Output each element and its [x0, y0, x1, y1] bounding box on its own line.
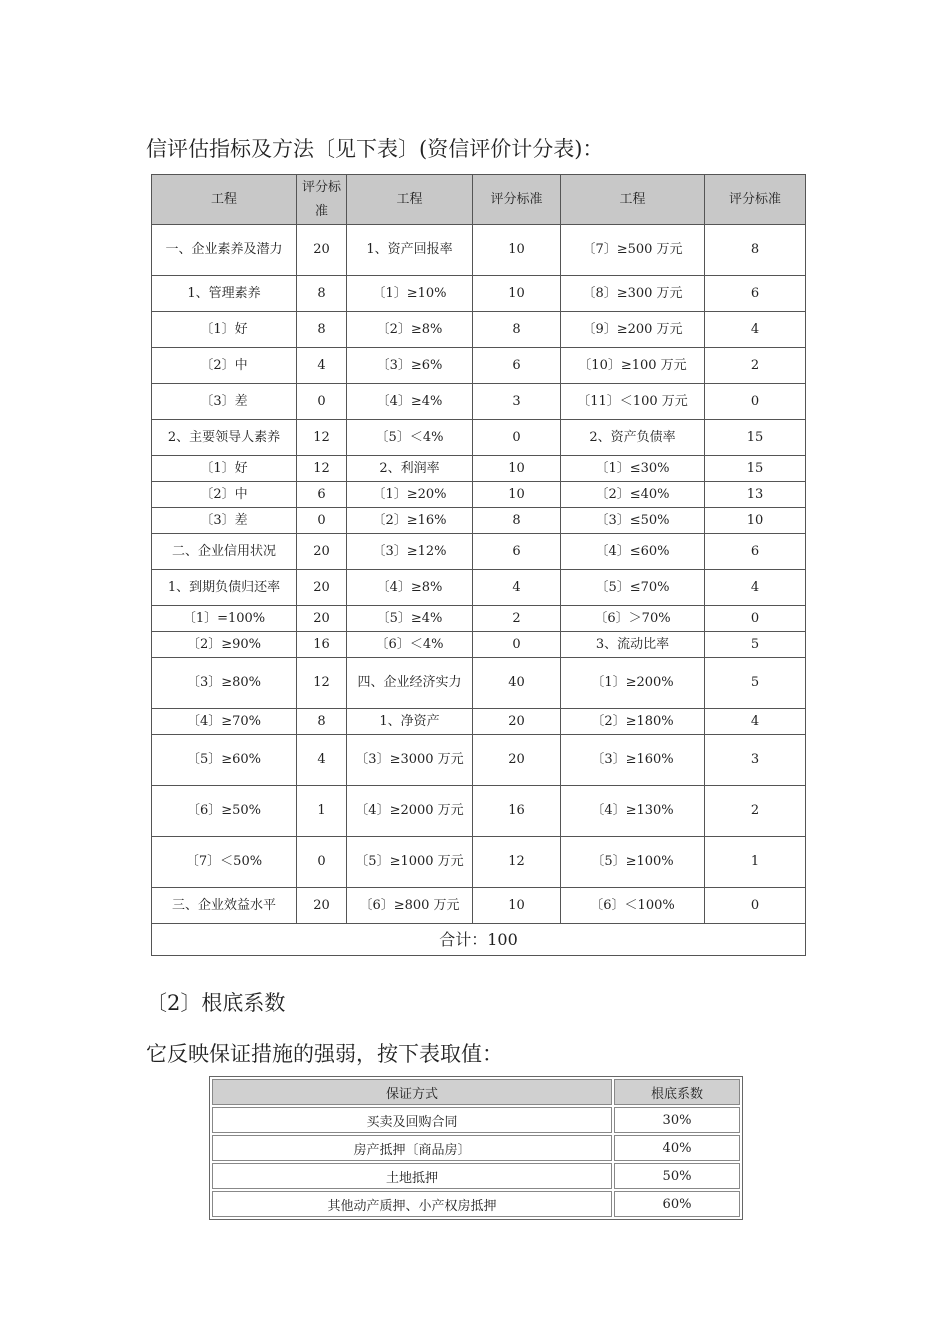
table-row — [152, 276, 806, 312]
item-cell: 〔1〕≥10% — [347, 276, 473, 312]
item-cell: 〔3〕≥3000 万元 — [347, 735, 473, 786]
item-cell: 〔4〕≥8% — [347, 570, 473, 606]
item-cell: 〔7〕≥500 万元 — [561, 225, 705, 276]
table-row — [152, 632, 806, 658]
table-row — [152, 606, 806, 632]
score-cell: 0 — [705, 888, 806, 924]
total-row — [152, 924, 806, 956]
score-cell: 6 — [473, 348, 561, 384]
item-cell: 2、利润率 — [347, 456, 473, 482]
table-row — [212, 1191, 740, 1217]
score-cell: 20 — [473, 735, 561, 786]
score-cell: 0 — [297, 508, 347, 534]
table-row — [152, 456, 806, 482]
item-cell: 〔1〕≥20% — [347, 482, 473, 508]
coefficient-cell: 50% — [614, 1163, 740, 1189]
item-cell: 〔1〕好 — [152, 312, 297, 348]
score-cell: 2 — [705, 348, 806, 384]
score-cell: 4 — [297, 735, 347, 786]
score-cell: 3 — [705, 735, 806, 786]
coefficient-cell: 40% — [614, 1135, 740, 1161]
score-cell: 0 — [705, 606, 806, 632]
score-cell: 20 — [297, 606, 347, 632]
total-cell: 合计：100 — [152, 924, 806, 956]
score-cell: 16 — [297, 632, 347, 658]
item-cell: 〔3〕≥80% — [152, 658, 297, 709]
item-cell: 〔1〕≥200% — [561, 658, 705, 709]
table-row — [152, 508, 806, 534]
item-cell: 四、企业经济实力 — [347, 658, 473, 709]
item-cell: 〔5〕≥1000 万元 — [347, 837, 473, 888]
item-cell: 〔2〕中 — [152, 482, 297, 508]
score-cell: 15 — [705, 456, 806, 482]
score-cell: 0 — [297, 837, 347, 888]
column-header: 评分标准 — [297, 175, 347, 225]
item-cell: 一、企业素养及潜力 — [152, 225, 297, 276]
score-cell: 3 — [473, 384, 561, 420]
score-cell: 2 — [473, 606, 561, 632]
column-header: 工程 — [561, 175, 705, 225]
item-cell: 〔6〕＜4% — [347, 632, 473, 658]
item-cell: 〔10〕≥100 万元 — [561, 348, 705, 384]
item-cell: 〔6〕＞70% — [561, 606, 705, 632]
score-cell: 8 — [705, 225, 806, 276]
score-cell: 10 — [473, 276, 561, 312]
item-cell: 〔1〕≤30% — [561, 456, 705, 482]
score-cell: 6 — [705, 534, 806, 570]
item-cell: 〔9〕≥200 万元 — [561, 312, 705, 348]
credit-score-table — [151, 174, 806, 956]
item-cell: 1、管理素养 — [152, 276, 297, 312]
item-cell: 〔2〕≥8% — [347, 312, 473, 348]
score-cell: 6 — [705, 276, 806, 312]
score-cell: 10 — [705, 508, 806, 534]
score-cell: 10 — [473, 456, 561, 482]
item-cell: 〔6〕≥800 万元 — [347, 888, 473, 924]
item-cell: 〔5〕≥4% — [347, 606, 473, 632]
score-cell: 0 — [473, 632, 561, 658]
score-cell: 15 — [705, 420, 806, 456]
item-cell: 〔3〕≥12% — [347, 534, 473, 570]
score-cell: 1 — [297, 786, 347, 837]
table-header-row — [152, 175, 806, 225]
score-cell: 8 — [297, 276, 347, 312]
table-row — [152, 786, 806, 837]
column-header: 工程 — [152, 175, 297, 225]
item-cell: 〔5〕≤70% — [561, 570, 705, 606]
table-row — [152, 658, 806, 709]
score-cell: 4 — [705, 312, 806, 348]
score-cell: 6 — [473, 534, 561, 570]
item-cell: 〔2〕≥90% — [152, 632, 297, 658]
item-cell: 3、流动比率 — [561, 632, 705, 658]
page-heading: 信评估指标及方法〔见下表〕(资信评价计分表)： — [146, 137, 604, 161]
score-cell: 10 — [473, 888, 561, 924]
table-row — [152, 837, 806, 888]
item-cell: 〔7〕＜50% — [152, 837, 297, 888]
item-cell: 〔3〕差 — [152, 508, 297, 534]
table-row — [152, 420, 806, 456]
score-cell: 0 — [473, 420, 561, 456]
score-cell: 8 — [297, 709, 347, 735]
score-cell: 4 — [473, 570, 561, 606]
score-cell: 13 — [705, 482, 806, 508]
score-cell: 10 — [473, 482, 561, 508]
guarantee-method-cell: 土地抵押 — [212, 1163, 612, 1189]
item-cell: 〔3〕≥160% — [561, 735, 705, 786]
table-row — [152, 888, 806, 924]
score-cell: 8 — [297, 312, 347, 348]
guarantee-method-cell: 买卖及回购合同 — [212, 1107, 612, 1133]
table-row — [152, 735, 806, 786]
column-header: 评分标准 — [473, 175, 561, 225]
score-cell: 0 — [705, 384, 806, 420]
table-row — [152, 225, 806, 276]
item-cell: 〔5〕≥60% — [152, 735, 297, 786]
table-row — [212, 1135, 740, 1161]
table-row — [152, 312, 806, 348]
score-cell: 20 — [297, 225, 347, 276]
table-row — [152, 570, 806, 606]
item-cell: 〔3〕≥6% — [347, 348, 473, 384]
score-cell: 12 — [473, 837, 561, 888]
item-cell: 〔4〕≥70% — [152, 709, 297, 735]
item-cell: 〔8〕≥300 万元 — [561, 276, 705, 312]
guarantee-method-cell: 其他动产质押、小产权房抵押 — [212, 1191, 612, 1217]
item-cell: 〔4〕≤60% — [561, 534, 705, 570]
item-cell: 二、企业信用状况 — [152, 534, 297, 570]
coefficient-cell: 60% — [614, 1191, 740, 1217]
item-cell: 〔5〕≥100% — [561, 837, 705, 888]
score-cell: 5 — [705, 658, 806, 709]
score-cell: 1 — [705, 837, 806, 888]
score-cell: 20 — [297, 888, 347, 924]
table-row — [152, 534, 806, 570]
table-row — [152, 384, 806, 420]
score-cell: 2 — [705, 786, 806, 837]
item-cell: 〔11〕＜100 万元 — [561, 384, 705, 420]
score-cell: 16 — [473, 786, 561, 837]
table-row — [152, 348, 806, 384]
score-cell: 20 — [473, 709, 561, 735]
item-cell: 〔4〕≥2000 万元 — [347, 786, 473, 837]
guarantee-method-cell: 房产抵押〔商品房〕 — [212, 1135, 612, 1161]
item-cell: 〔2〕≥16% — [347, 508, 473, 534]
item-cell: 〔3〕差 — [152, 384, 297, 420]
item-cell: 〔5〕＜4% — [347, 420, 473, 456]
score-cell: 40 — [473, 658, 561, 709]
column-header: 保证方式 — [212, 1079, 612, 1105]
base-coefficient-table — [209, 1076, 743, 1220]
item-cell: 2、资产负债率 — [561, 420, 705, 456]
item-cell: 2、主要领导人素养 — [152, 420, 297, 456]
item-cell: 1、资产回报率 — [347, 225, 473, 276]
score-cell: 12 — [297, 456, 347, 482]
item-cell: 〔1〕好 — [152, 456, 297, 482]
score-cell: 0 — [297, 384, 347, 420]
score-cell: 5 — [705, 632, 806, 658]
score-cell: 4 — [705, 709, 806, 735]
column-header: 工程 — [347, 175, 473, 225]
item-cell: 〔2〕≤40% — [561, 482, 705, 508]
score-cell: 10 — [473, 225, 561, 276]
column-header: 评分标准 — [705, 175, 806, 225]
score-cell: 4 — [705, 570, 806, 606]
table-row — [152, 482, 806, 508]
score-cell: 12 — [297, 420, 347, 456]
section-title-base-coefficient: 〔2〕根底系数 — [146, 991, 286, 1015]
table-row — [212, 1107, 740, 1133]
coefficient-cell: 30% — [614, 1107, 740, 1133]
score-cell: 6 — [297, 482, 347, 508]
score-cell: 4 — [297, 348, 347, 384]
score-cell: 20 — [297, 570, 347, 606]
score-cell: 20 — [297, 534, 347, 570]
score-cell: 8 — [473, 312, 561, 348]
item-cell: 〔1〕=100% — [152, 606, 297, 632]
item-cell: 〔4〕≥130% — [561, 786, 705, 837]
item-cell: 〔2〕中 — [152, 348, 297, 384]
item-cell: 〔6〕＜100% — [561, 888, 705, 924]
item-cell: 1、净资产 — [347, 709, 473, 735]
item-cell: 〔4〕≥4% — [347, 384, 473, 420]
item-cell: 三、企业效益水平 — [152, 888, 297, 924]
table-header-row — [212, 1079, 740, 1105]
score-cell: 8 — [473, 508, 561, 534]
score-cell: 12 — [297, 658, 347, 709]
item-cell: 〔6〕≥50% — [152, 786, 297, 837]
item-cell: 〔3〕≤50% — [561, 508, 705, 534]
item-cell: 1、到期负债归还率 — [152, 570, 297, 606]
table-row — [212, 1163, 740, 1189]
column-header: 根底系数 — [614, 1079, 740, 1105]
table-row — [152, 709, 806, 735]
item-cell: 〔2〕≥180% — [561, 709, 705, 735]
section-description: 它反映保证措施的强弱，按下表取值： — [146, 1042, 503, 1066]
